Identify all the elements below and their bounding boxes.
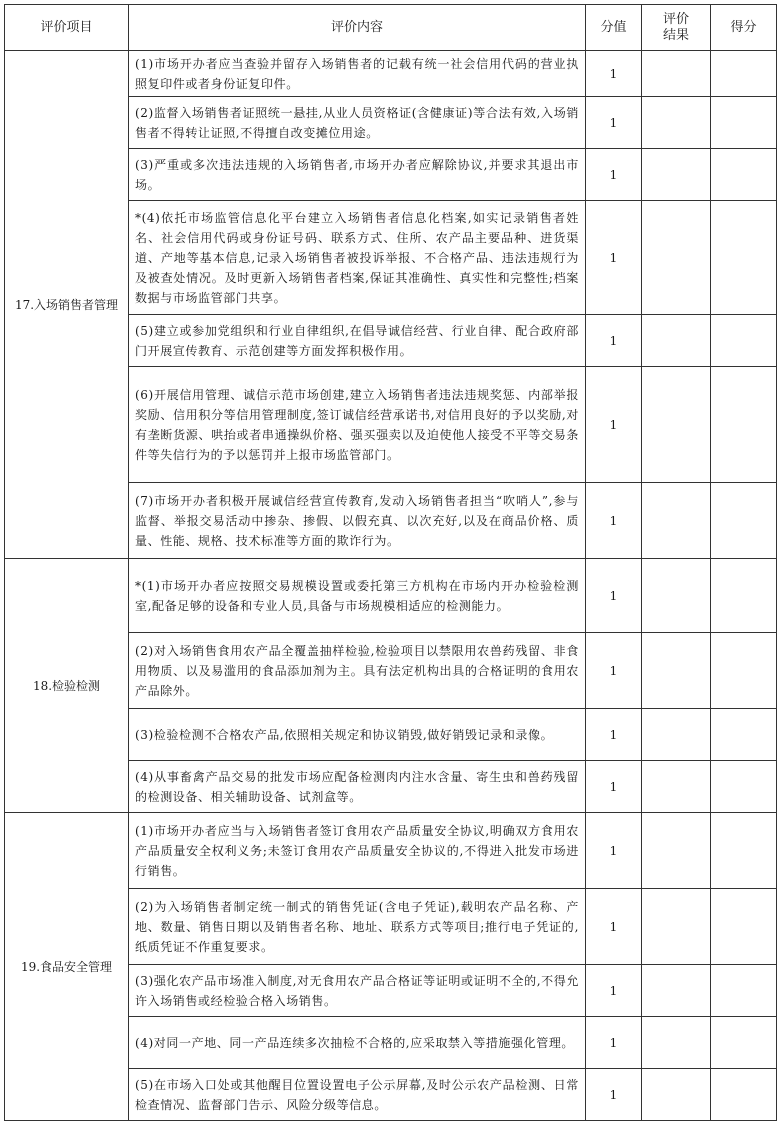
content-cell: *(1)市场开办者应按照交易规模设置或委托第三方机构在市场内开办检验检测室,配备足够的设备和专业人员,具备与市场规模相适应的检测能力。	[129, 559, 586, 633]
score-cell: 1	[586, 559, 642, 633]
points-cell[interactable]	[711, 633, 777, 709]
result-cell[interactable]	[642, 201, 711, 315]
points-cell[interactable]	[711, 1017, 777, 1069]
result-cell[interactable]	[642, 483, 711, 559]
score-cell: 1	[586, 889, 642, 965]
result-cell[interactable]	[642, 367, 711, 483]
score-cell: 1	[586, 1017, 642, 1069]
content-cell: (1)市场开办者应当与入场销售者签订食用农产品质量安全协议,明确双方食用农产品质量安全权利义务;未签订食用农产品质量安全协议的,不得进入批发市场进行销售。	[129, 813, 586, 889]
points-cell[interactable]	[711, 367, 777, 483]
points-cell[interactable]	[711, 201, 777, 315]
score-cell: 1	[586, 483, 642, 559]
content-cell: (3)强化农产品市场准入制度,对无食用农产品合格证等证明或证明不全的,不得允许入场销售或经检验合格入场销售。	[129, 965, 586, 1017]
evaluation-table	[4, 4, 777, 1121]
points-cell[interactable]	[711, 709, 777, 761]
content-cell: (2)监督入场销售者证照统一悬挂,从业人员资格证(含健康证)等合法有效,入场销售者不得转让证照,不得擅自改变摊位用途。	[129, 97, 586, 149]
score-cell: 1	[586, 709, 642, 761]
category-cell-18: 18.检验检测	[5, 559, 129, 813]
content-cell: (3)严重或多次违法违规的入场销售者,市场开办者应解除协议,并要求其退出市场。	[129, 149, 586, 201]
header-result-line2: 结果	[662, 27, 689, 43]
points-cell[interactable]	[711, 149, 777, 201]
points-cell[interactable]	[711, 315, 777, 367]
header-points: 得分	[711, 5, 777, 51]
content-cell: (1)市场开办者应当查验并留存入场销售者的记载有统一社会信用代码的营业执照复印件或者身份证复印件。	[129, 51, 586, 97]
points-cell[interactable]	[711, 559, 777, 633]
points-cell[interactable]	[711, 761, 777, 813]
content-cell: (2)为入场销售者制定统一制式的销售凭证(含电子凭证),载明农产品名称、产地、数量、销售日期以及销售者名称、地址、联系方式等项目;推行电子凭证的,纸质凭证不作重复要求。	[129, 889, 586, 965]
result-cell[interactable]	[642, 965, 711, 1017]
header-result-line1: 评价	[662, 11, 689, 27]
table-row	[5, 559, 777, 633]
content-cell: (3)检验检测不合格农产品,依照相关规定和协议销毁,做好销毁记录和录像。	[129, 709, 586, 761]
header-item: 评价项目	[5, 5, 129, 51]
result-cell[interactable]	[642, 889, 711, 965]
table-row	[5, 51, 777, 97]
result-cell[interactable]	[642, 709, 711, 761]
content-cell: (6)开展信用管理、诚信示范市场创建,建立入场销售者违法违规奖惩、内部举报奖励、信用积分等信用管理制度,签订诚信经营承诺书,对信用良好的予以奖励,对有垄断货源、哄抬或者串通操纵价格、强买强卖以及迫使他人接受不平等交易条件等失信行为的予以惩罚并上报市场监管部门。	[129, 367, 586, 483]
score-cell: 1	[586, 149, 642, 201]
result-cell[interactable]	[642, 761, 711, 813]
points-cell[interactable]	[711, 97, 777, 149]
header-score: 分值	[586, 5, 642, 51]
score-cell: 1	[586, 761, 642, 813]
score-cell: 1	[586, 51, 642, 97]
points-cell[interactable]	[711, 889, 777, 965]
points-cell[interactable]	[711, 813, 777, 889]
result-cell[interactable]	[642, 559, 711, 633]
header-content: 评价内容	[129, 5, 586, 51]
score-cell: 1	[586, 315, 642, 367]
content-cell: (5)建立或参加党组织和行业自律组织,在倡导诚信经营、行业自律、配合政府部门开展宣传教育、示范创建等方面发挥积极作用。	[129, 315, 586, 367]
points-cell[interactable]	[711, 965, 777, 1017]
header-result	[642, 5, 711, 51]
content-cell: (4)从事畜禽产品交易的批发市场应配备检测肉内注水含量、寄生虫和兽药残留的检测设备、相关辅助设备、试剂盒等。	[129, 761, 586, 813]
score-cell: 1	[586, 1069, 642, 1121]
content-cell: (2)对入场销售食用农产品全覆盖抽样检验,检验项目以禁限用农兽药残留、非食用物质、以及易滥用的食品添加剂为主。具有法定机构出具的合格证明的食用农产品除外。	[129, 633, 586, 709]
score-cell: 1	[586, 813, 642, 889]
result-cell[interactable]	[642, 813, 711, 889]
header-row	[5, 5, 777, 51]
category-cell-17: 17.入场销售者管理	[5, 51, 129, 559]
content-cell: (7)市场开办者积极开展诚信经营宣传教育,发动入场销售者担当“吹哨人”,参与监督、举报交易活动中掺杂、掺假、以假充真、以次充好,以及在商品价格、质量、性能、规格、技术标准等方面的欺诈行为。	[129, 483, 586, 559]
result-cell[interactable]	[642, 97, 711, 149]
points-cell[interactable]	[711, 483, 777, 559]
content-cell: *(4)依托市场监管信息化平台建立入场销售者信息化档案,如实记录销售者姓名、社会信用代码或身份证号码、联系方式、住所、农产品主要品种、进货渠道、产地等基本信息,记录入场销售者被投诉举报、不合格产品、违法违规行为及被查处情况。及时更新入场销售者档案,保证其准确性、真实性和完整性;档案数据与市场监管部门共享。	[129, 201, 586, 315]
score-cell: 1	[586, 97, 642, 149]
points-cell[interactable]	[711, 51, 777, 97]
score-cell: 1	[586, 367, 642, 483]
result-cell[interactable]	[642, 51, 711, 97]
score-cell: 1	[586, 965, 642, 1017]
content-cell: (5)在市场入口处或其他醒目位置设置电子公示屏幕,及时公示农产品检测、日常检查情况、监督部门告示、风险分级等信息。	[129, 1069, 586, 1121]
result-cell[interactable]	[642, 149, 711, 201]
score-cell: 1	[586, 201, 642, 315]
result-cell[interactable]	[642, 633, 711, 709]
result-cell[interactable]	[642, 315, 711, 367]
score-cell: 1	[586, 633, 642, 709]
table-row	[5, 813, 777, 889]
result-cell[interactable]	[642, 1017, 711, 1069]
content-cell: (4)对同一产地、同一产品连续多次抽检不合格的,应采取禁入等措施强化管理。	[129, 1017, 586, 1069]
category-cell-19: 19.食品安全管理	[5, 813, 129, 1121]
